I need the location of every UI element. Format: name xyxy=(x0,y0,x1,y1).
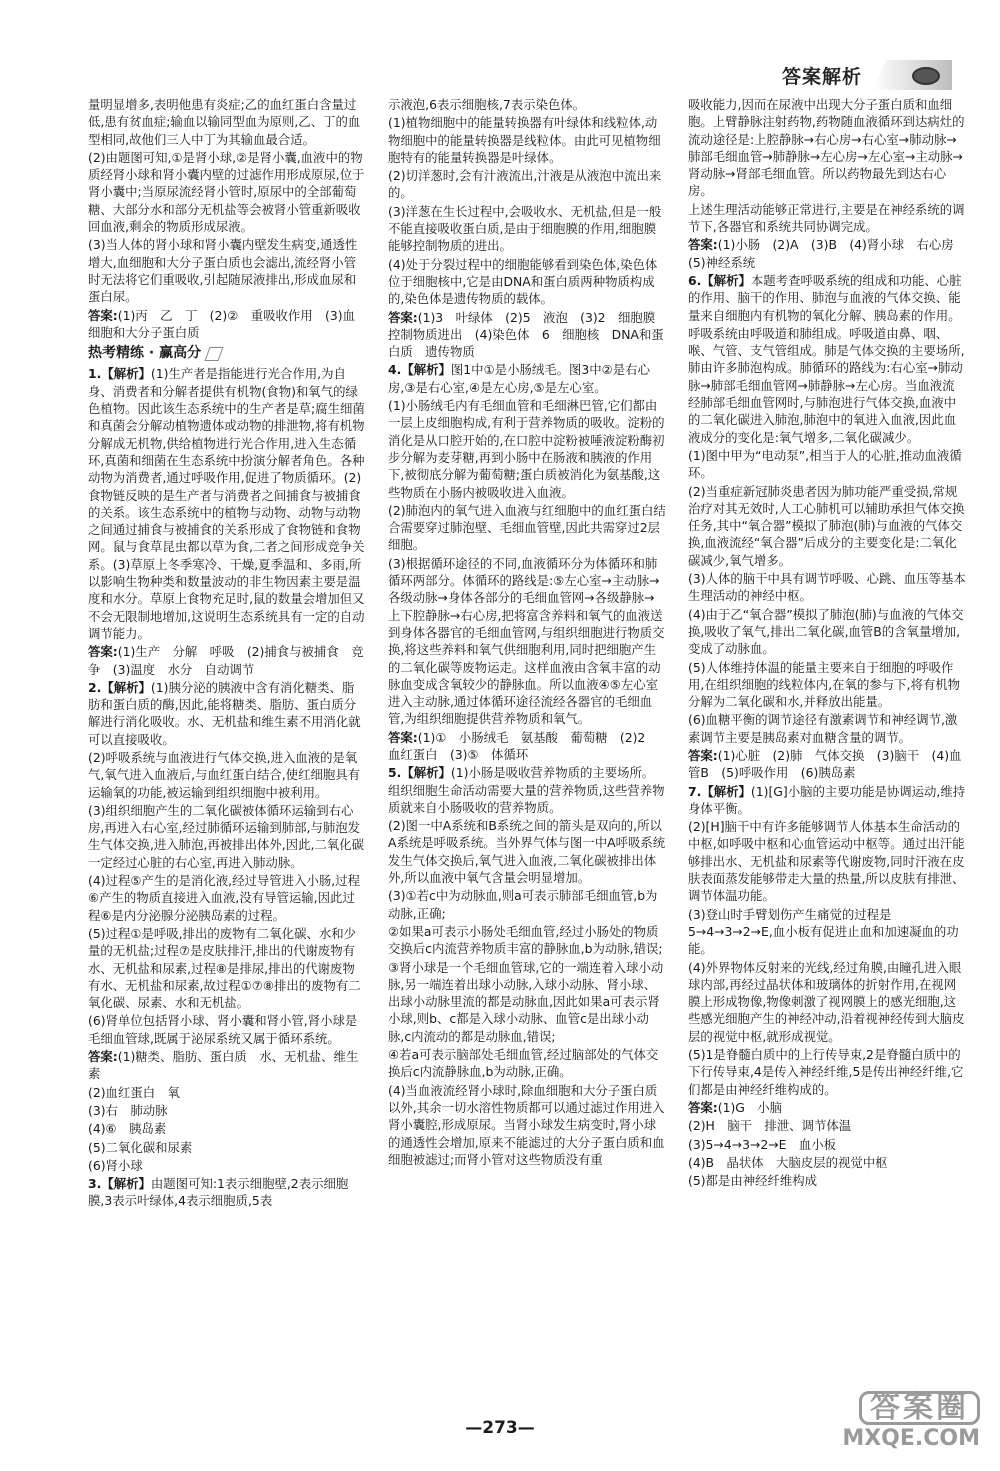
text-paragraph xyxy=(688,325,966,446)
paragraph-text: 示液泡,6表示细胞核,7表示染色体。 xyxy=(388,97,586,112)
question-number: 1. xyxy=(88,366,102,382)
text-paragraph xyxy=(88,872,366,924)
answer-label: 答案: xyxy=(88,644,118,660)
text-paragraph xyxy=(388,959,666,1045)
text-paragraph xyxy=(88,749,366,801)
analysis-tag: 【解析】 xyxy=(401,765,451,781)
paragraph-text: ②如果a可表示小肠处毛细血管,经过小肠处的物质交换后c内流营养物质丰富的静脉血,b为动脉,错误; xyxy=(388,923,663,957)
text-paragraph xyxy=(88,1175,366,1210)
paragraph-text: (1)胰分泌的胰液中含有消化糖类、脂肪和蛋白质的酶,因此,能将糖类、脂肪、蛋白质分解进行消化吸收。水、无机盐和维生素不用消化就可以直接吸收。 xyxy=(88,679,361,747)
paragraph-text: (1)小肠 (2)A (3)B (4)肾小球 右心房 (5)神经系统 xyxy=(688,237,967,270)
answer-paragraph xyxy=(388,729,666,764)
paragraph-text: (1)G 小脑 xyxy=(717,1099,783,1115)
text-paragraph xyxy=(688,606,966,658)
paragraph-text: (5)二氧化碳和尿素 xyxy=(88,1139,193,1155)
question-number: 6. xyxy=(688,272,702,288)
watermark-url: MXQE.COM xyxy=(842,1426,980,1451)
paragraph-text: (1)小肠是吸收营养物质的主要场所。组织细胞生命活动需要大量的营养物质,这些营养物质就来自小肠吸收的营养物质。 xyxy=(388,765,665,815)
paragraph-text: 吸收能力,因而在尿液中出现大分子蛋白质和血细胞。上臂静脉注射药物,药物随血液循环到达病灶的流动途径是:上腔静脉→右心房→右心室→肺动脉→肺部毛细血管→肺静脉→左心房→左心室→主动脉→肾动脉→肾部毛细血管。所以药物最先到达右心房。 xyxy=(688,97,965,199)
text-paragraph xyxy=(688,818,966,904)
analysis-tag: 【解析】 xyxy=(101,366,151,382)
analysis-tag: 【解析】 xyxy=(401,362,451,378)
page-header xyxy=(782,60,952,90)
text-paragraph xyxy=(688,96,966,200)
answer-paragraph xyxy=(688,236,966,271)
answer-paragraph xyxy=(688,1099,966,1116)
paragraph-text: 上述生理活动能够正常进行,主要是在神经系统的调节下,各器官和系统共同协调完成。 xyxy=(688,201,965,235)
paragraph-text: (4)⑥ 胰岛素 xyxy=(88,1121,167,1137)
text-paragraph xyxy=(88,679,366,748)
question-number: 7. xyxy=(688,783,702,799)
text-paragraph xyxy=(88,1139,366,1156)
answer-paragraph xyxy=(88,307,366,342)
paragraph-text: (3)洋葱在生长过程中,会吸收水、无机盐,但是一般不能直接吸收蛋白质,是由于细胞膜的作用,细胞膜能够控制物质的进出。 xyxy=(388,203,662,254)
paragraph-text: (2)血红蛋白 氧 xyxy=(88,1084,180,1100)
text-paragraph xyxy=(688,1136,966,1153)
answer-label: 答案: xyxy=(88,1049,118,1065)
paragraph-text: (3)根据循环途径的不同,血液循环分为体循环和肺循环两部分。体循环的路线是:⑤左心室→主动脉→各级动脉→身体各部分的毛细血管网→各级静脉→上下腔静脉→右心房,把将富含养料和氧气的血液送到身体各器官的毛细血管网,与组织细胞进行物质交换,将这些养料和氧气供细胞利用,同时把细胞产生的二氧化碳等废物运走。这样血液由含氧丰富的动脉血变成含氧较少的静脉血。所以血液④⑤左心室进入主动脉,通过体循环途径流经各器官的毛细血管,为组织细胞提供营养物质和氧气。 xyxy=(388,555,665,727)
text-paragraph xyxy=(688,1172,966,1189)
section-title: 热考精练 · 赢高分 xyxy=(88,345,202,362)
paragraph-text: (6)肾小球 xyxy=(88,1157,143,1173)
answer-paragraph xyxy=(88,1048,366,1083)
text-paragraph xyxy=(688,272,966,324)
answer-paragraph xyxy=(88,643,366,678)
text-paragraph xyxy=(88,236,366,305)
section-heading xyxy=(88,345,366,362)
paragraph-text: (6)血糖平衡的调节途径有激素调节和神经调节,激素调节主要是胰岛素对血糖含量的调节。 xyxy=(688,712,958,745)
paragraph-text: (4)由于乙“氧合器”模拟了肺泡(肺)与血液的气体交换,吸收了氧气,排出二氧化碳,血管B的含氧量增加,变成了动脉血。 xyxy=(688,606,964,657)
paragraph-text: (5)都是由神经纤维构成 xyxy=(688,1173,818,1189)
paragraph-text: (2)切洋葱时,会有汁液流出,汁液是从液泡中流出来的。 xyxy=(388,168,662,201)
analysis-tag: 【解析】 xyxy=(101,679,151,695)
paragraph-text: (5)人体维持体温的能量主要来自于细胞的呼吸作用,在组织细胞的线粒体内,在氧的参与下,将有机物分解为二氧化碳和水,并释放出能量。 xyxy=(688,659,961,710)
text-paragraph xyxy=(688,906,966,958)
paragraph-text: 图1中①是小肠绒毛。图3中②是右心房,③是右心室,④是左心房,⑤是左心室。 xyxy=(388,362,650,395)
paragraph-text: ④若a可表示脑部处毛细血管,经过脑部处的气体交换后c内流静脉血,b为动脉,正确。 xyxy=(388,1047,659,1080)
text-paragraph xyxy=(688,1154,966,1171)
text-paragraph xyxy=(388,817,666,886)
paragraph-text: (5)过程①是呼吸,排出的废物有二氧化碳、水和少量的无机盐;过程⑦是皮肤排汗,排出的代谢废物有水、无机盐和尿素,过程⑧是排尿,排出的代谢废物有水、无机盐和尿素,故过程①⑦⑧排出的废物有二氧化碳、尿素、水和无机盐。 xyxy=(88,925,361,1011)
analysis-tag: 【解析】 xyxy=(701,272,751,288)
paragraph-text: 量明显增多,表明他患有炎症;乙的血红蛋白含量过低,患有贫血症;输血以输同型血为原则,乙、丁的血型相同,故他们三人中丁为其输血最合适。 xyxy=(88,97,361,147)
question-number: 2. xyxy=(88,679,102,695)
paragraph-text: 由题图可知:1表示细胞壁,2表示细胞膜,3表示叶绿体,4表示细胞质,5表 xyxy=(88,1176,349,1209)
answer-label: 答案: xyxy=(88,307,118,323)
paragraph-text: (2)H 脑干 排泄、调节体温 xyxy=(688,1118,852,1134)
question-number: 3. xyxy=(88,1176,102,1192)
text-paragraph xyxy=(88,1102,366,1119)
paragraph-text: (1)[G]小脑的主要功能是协调运动,维持身体平衡。 xyxy=(688,783,966,816)
text-paragraph xyxy=(88,365,366,642)
paragraph-text: (2)图一中A系统和B系统之间的箭头是双向的,所以A系统是呼吸系统。当外界气体与图一中A呼吸系统发生气体交换后,氧气进入血液,二氧化碳被排出体外,所以血液中氧气含量会明显增加。 xyxy=(388,818,666,886)
column-right xyxy=(688,96,966,1406)
text-paragraph xyxy=(688,447,966,482)
paragraph-text: (1)丙 乙 丁 (2)② 重吸收作用 (3)血细胞和大分子蛋白质 xyxy=(88,307,355,340)
text-paragraph xyxy=(688,783,966,818)
paragraph-text: (1)糖类、脂肪、蛋白质 水、无机盐、维生素 xyxy=(88,1049,359,1082)
watermark-logo: 答案圈 xyxy=(859,1391,980,1425)
answer-label: 答案: xyxy=(688,1099,718,1115)
paragraph-text: (3)登山时手臂划伤产生痛觉的过程是5→4→3→2→E,血小板有促进止血和加速凝血的功能。 xyxy=(688,906,959,957)
text-paragraph xyxy=(388,764,666,816)
paragraph-text: (2)当重症新冠肺炎患者因为肺功能严重受损,常规治疗对其无效时,人工心肺机可以辅助承担气体交换任务,其中“氧合器”模拟了肺泡(肺)与血液的气体交换,血液流经“氧合器”后成分的主要变化是:二氧化碳减少,氧气增多。 xyxy=(688,483,965,568)
column-left xyxy=(88,96,366,1406)
text-paragraph xyxy=(688,570,966,605)
text-paragraph xyxy=(388,167,666,202)
paragraph-text: (3)当人体的肾小球和肾小囊内壁发生病变,通透性增大,血细胞和大分子蛋白质也会滤出,流经肾小管时无法将它们重吸收,引起随尿液排出,形成血尿和蛋白尿。 xyxy=(88,237,358,305)
paragraph-text: (4)处于分裂过程中的细胞能够看到染色体,染色体位于细胞核中,它是由DNA和蛋白质两种物质构成的,染色体是遗传物质的载体。 xyxy=(388,256,658,307)
page-number: —273— xyxy=(465,1418,535,1438)
text-paragraph xyxy=(88,1157,366,1174)
text-paragraph xyxy=(388,96,666,113)
paragraph-text: (2)呼吸系统与血液进行气体交换,进入血液的是氧气,氧气进入血液后,与血红蛋白结合,使红细胞具有运输氧的功能,被运输到组织细胞中被利用。 xyxy=(88,749,361,800)
paragraph-text: (3)人体的脑干中具有调节呼吸、心跳、血压等基本生理活动的神经中枢。 xyxy=(688,571,966,604)
answer-label: 答案: xyxy=(688,237,718,253)
text-paragraph xyxy=(88,802,366,871)
paragraph-text: ③肾小球是一个毛细血管球,它的一端连着入球小动脉,另一端连着出球小动脉,入球小动脉、肾小球、出球小动脉里流的都是动脉血,因此如果a可表示肾小球,则b、c都是入球小动脉、血管c是出球小动脉,c内流动的都是动脉血,错误; xyxy=(388,959,664,1044)
paragraph-text: (1)① 小肠绒毛 氨基酸 葡萄糖 (2)2 血红蛋白 (3)⑤ 体循环 xyxy=(388,729,658,762)
paragraph-text: 本题考查呼吸系统的组成和功能、心脏的作用、脑干的作用、肺泡与血液的气体交换、能量来自细胞内有机物的氧化分解、胰岛素的作用。 xyxy=(688,272,962,323)
paragraph-text: (4)B 晶状体 大脑皮层的视觉中枢 xyxy=(688,1154,888,1170)
question-number: 5. xyxy=(388,765,402,781)
text-paragraph xyxy=(388,923,666,958)
paragraph-text: (3)①若c中为动脉血,则a可表示肺部毛细血管,b为动脉,正确; xyxy=(388,888,658,921)
text-paragraph xyxy=(388,203,666,255)
paragraph-text: (4)外界物体反射来的光线,经过角膜,由瞳孔进入眼球内部,再经过晶状体和玻璃体的折射作用,在视网膜上形成物像,物像刺激了视网膜上的感光细胞,这些感光细胞产生的神经冲动,沿着视神经传到大脑皮层的视觉中枢,就形成视觉。 xyxy=(688,959,965,1044)
text-paragraph xyxy=(388,555,666,728)
paragraph-text: (3)组织细胞产生的二氧化碳被体循环运输到右心房,再进入右心室,经过肺循环运输到肺部,与肺泡发生气体交换,进入肺泡,再被排出体外,因此,二氧化碳一定经过心脏的右心室,再进入肺动脉。 xyxy=(88,802,364,870)
paragraph-text: (3)右 肺动脉 xyxy=(88,1102,168,1118)
watermark xyxy=(842,1391,980,1453)
answer-paragraph xyxy=(688,747,966,782)
paragraph-text: 呼吸系统由呼吸道和肺组成。呼吸道由鼻、咽、喉、气管、支气管组成。肺是气体交换的主要场所,肺由许多肺泡构成。肺循环的路线为:右心室→肺动脉→肺部毛细血管网→肺静脉→左心房。当血液流经肺部毛细血管网时,与肺泡进行气体交换,血液中的二氧化碳进入肺泡,肺泡中的氧进入血液,因此血液成分的变化是:氧气增多,二氧化碳减少。 xyxy=(688,325,965,445)
section-mark-icon xyxy=(205,347,224,361)
paragraph-text: (1)3 叶绿体 (2)5 液泡 (3)2 细胞膜 控制物质进出 (4)染色体 6 细胞核 DNA和蛋白质 遗传物质 xyxy=(388,309,668,360)
text-paragraph xyxy=(88,1084,366,1101)
text-paragraph xyxy=(388,887,666,922)
text-paragraph xyxy=(688,201,966,236)
paragraph-text: (2)[H]脑干中有许多能够调节人体基本生命活动的中枢,如呼吸中枢和心血管运动中枢等。通过出汗能够排出水、无机盐和尿素等代谢废物,同时汗液在皮肤表面蒸发能够带走大量的热量,所以皮肤有排泄、调节体温功能。 xyxy=(688,819,965,904)
text-paragraph xyxy=(688,1117,966,1134)
header-eye-icon xyxy=(872,60,952,90)
paragraph-text: (1)生产者是指能进行光合作用,为自身、消费者和分解者提供有机物(食物)和氧气的绿色植物。因此该生态系统中的生产者是草;腐生细菌和真菌会分解动植物遗体或动物的排泄物,将有机物分解成无机物,供给植物进行光合作用,进入生态循环,真菌和细菌在生态系统中扮演分解者角色。各种动物为消费者,通过呼吸作用,促进了物质循环。(2)食物链反映的是生产者与消费者之间捕食与被捕食的关系。该生态系统中的植物与动物、动物与动物之间通过捕食与被捕食的关系形成了食物链和食物网。鼠与食草昆虫都以草为食,二者之间形成竞争关系。(3)草原上冬季寒冷、干燥,夏季温和、多雨,所以影响生物种类和数量波动的非生物因素主要是温度和水分。草原上食物充足时,鼠的数量会增加但又不会无限制地增加,这说明生态系统具有一定的自动调节能力。 xyxy=(88,366,365,641)
text-paragraph xyxy=(88,149,366,235)
answer-columns xyxy=(88,96,968,1406)
text-paragraph xyxy=(388,397,666,501)
answer-paragraph xyxy=(388,309,666,361)
text-paragraph xyxy=(688,711,966,746)
paragraph-text: (6)肾单位包括肾小球、肾小囊和肾小管,肾小球是毛细血管球,既属于泌尿系统又属于循环系统。 xyxy=(88,1013,358,1046)
paragraph-text: (1)植物细胞中的能量转换器有叶绿体和线粒体,动物细胞中的能量转换器是线粒体。由此可见植物细胞特有的能量转换器是叶绿体。 xyxy=(388,115,661,165)
question-number: 4. xyxy=(388,362,402,378)
text-paragraph xyxy=(388,114,666,166)
analysis-tag: 【解析】 xyxy=(701,783,751,799)
paragraph-text: (1)生产 分解 呼吸 (2)捕食与被捕食 竞争 (3)温度 水分 自动调节 xyxy=(88,644,364,677)
text-paragraph xyxy=(388,361,666,396)
text-paragraph xyxy=(88,1120,366,1137)
paragraph-text: (1)图中甲为“电动泵”,相当于人的心脏,推动血液循环。 xyxy=(688,447,962,481)
analysis-tag: 【解析】 xyxy=(101,1176,151,1192)
text-paragraph xyxy=(388,256,666,308)
paragraph-text: (2)由题图可知,①是肾小球,②是肾小囊,血液中的物质经肾小球和肾小囊内壁的过滤作用形成原尿,位于肾小囊中;当原尿流经肾小管时,原尿中的全部葡萄糖、大部分水和部分无机盐等会被肾小管重新吸收回血液,剩余的物质形成尿液。 xyxy=(88,149,365,235)
paragraph-text: (4)当血液流经肾小球时,除血细胞和大分子蛋白质以外,其余一切水溶性物质都可以通过滤过作用进入肾小囊腔,形成原尿。当肾小球发生病变时,肾小球的通透性会增加,原来不能滤过的大分子蛋白质和血细胞被滤过;而肾小管对这些物质没有重 xyxy=(388,1082,665,1167)
text-paragraph xyxy=(88,1012,366,1047)
text-paragraph xyxy=(88,96,366,148)
text-paragraph xyxy=(388,1046,666,1081)
text-paragraph xyxy=(688,483,966,569)
text-paragraph xyxy=(688,1046,966,1098)
answer-label: 答案: xyxy=(688,747,718,763)
paragraph-text: (4)过程⑤产生的是消化液,经过导管进入小肠,过程⑥产生的物质直接进入血液,没有导管运输,因此过程⑥是内分泌腺分泌胰岛素的过程。 xyxy=(88,873,360,923)
answer-label: 答案: xyxy=(388,309,418,325)
text-paragraph xyxy=(388,502,666,554)
answer-label: 答案: xyxy=(388,729,418,745)
header-title: 答案解析 xyxy=(781,65,862,88)
text-paragraph xyxy=(688,659,966,711)
paragraph-text: (1)小肠绒毛内有毛细血管和毛细淋巴管,它们都由一层上皮细胞构成,有利于营养物质的吸收。淀粉的消化是从口腔开始的,在口腔中淀粉被唾液淀粉酶初步分解为麦芽糖,再到小肠中在肠液和胰液的作用下,被彻底分解为葡萄糖;蛋白质被消化为氨基酸,这些物质在小肠内被吸收进入血液。 xyxy=(388,398,665,500)
text-paragraph xyxy=(388,1082,666,1168)
paragraph-text: (1)心脏 (2)肺 气体交换 (3)脑干 (4)血管B (5)呼吸作用 (6)胰岛素 xyxy=(688,747,962,781)
paragraph-text: (3)5→4→3→2→E 血小板 xyxy=(688,1136,837,1152)
paragraph-text: (5)1是脊髓白质中的上行传导束,2是脊髓白质中的下行传导束,4是传入神经纤维,5是传出神经纤维,它们都是由神经纤维构成的。 xyxy=(688,1047,964,1097)
paragraph-text: (2)肺泡内的氧气进入血液与红细胞中的血红蛋白结合需要穿过肺泡壁、毛细血管壁,因此共需穿过2层细胞。 xyxy=(388,502,666,553)
text-paragraph xyxy=(688,959,966,1045)
text-paragraph xyxy=(88,925,366,1011)
column-middle xyxy=(388,96,666,1406)
